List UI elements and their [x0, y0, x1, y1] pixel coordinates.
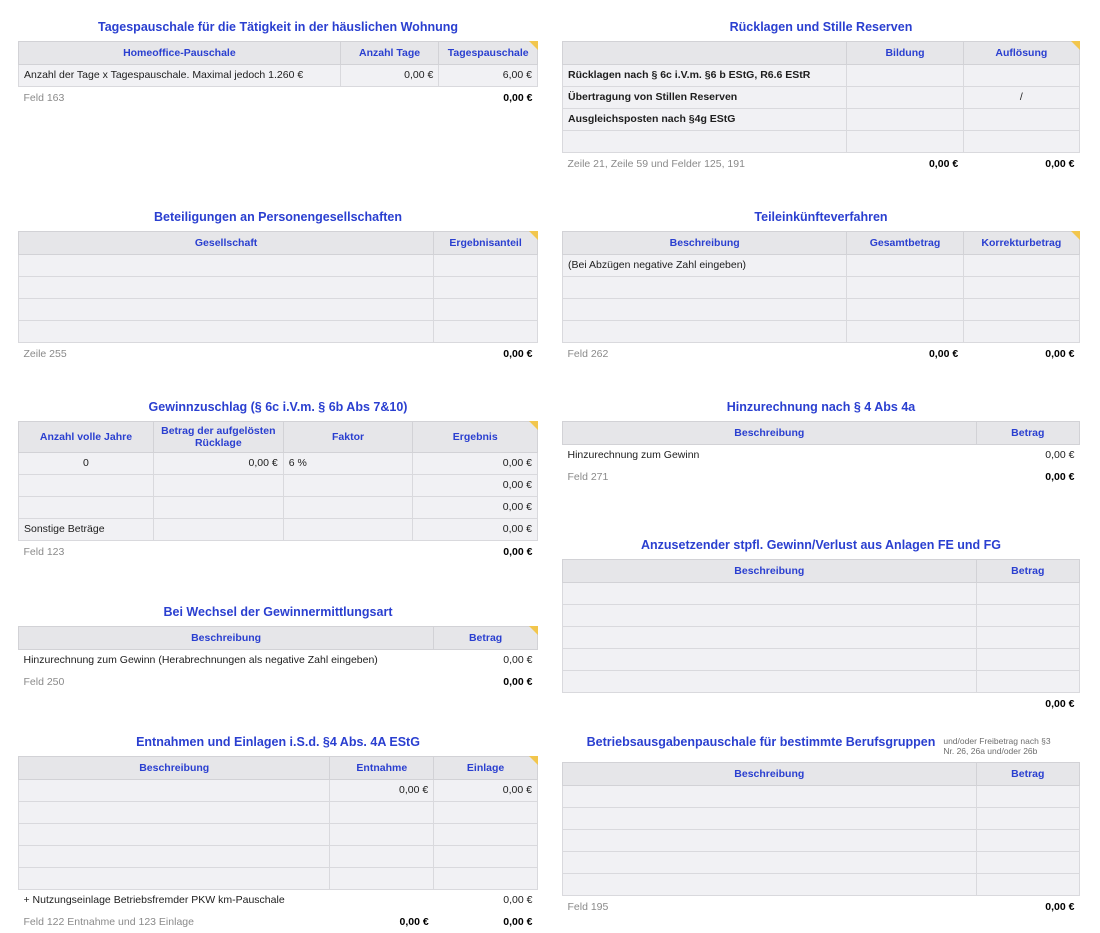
footer-value-aufloesung: 0,00 € — [963, 152, 1079, 175]
table-row[interactable] — [563, 829, 1080, 851]
table-wrap-beteiligungen — [18, 231, 538, 365]
cell-beschreibung[interactable] — [563, 785, 977, 807]
table-row[interactable] — [563, 298, 1080, 320]
cell-einlage[interactable] — [434, 845, 538, 867]
table-wechsel — [18, 626, 538, 693]
footer-note: Feld 123 — [19, 540, 154, 563]
panel-anzusetzender — [562, 538, 1080, 715]
footer-note — [563, 692, 977, 715]
panel-hinzurechnung-4abs4a — [562, 400, 1080, 488]
col-header-betrag: Betrag — [976, 559, 1079, 582]
table-row[interactable] — [19, 518, 538, 540]
table-header-row — [563, 762, 1080, 785]
table-row[interactable] — [19, 801, 538, 823]
table-header-row — [19, 626, 538, 649]
table-footer-row — [19, 540, 538, 563]
table-row[interactable] — [563, 320, 1080, 342]
cell-betrag[interactable]: 0,00 € — [434, 649, 538, 671]
cell-gesellschaft[interactable] — [19, 276, 434, 298]
panel-title-beteiligungen: Beteiligungen an Personengesellschaften — [154, 210, 402, 224]
cell-faktor[interactable] — [283, 474, 413, 496]
cell-beschreibung: Hinzurechnung zum Gewinn (Herabrechnungen als negative Zahl eingeben) — [19, 649, 434, 671]
table-header-row — [19, 421, 538, 452]
col-header-beschreibung: Beschreibung — [19, 626, 434, 649]
col-header-tagespauschale: Tagespauschale — [439, 41, 538, 64]
cell-betrag[interactable]: 0,00 € — [976, 444, 1079, 466]
table-row[interactable] — [19, 496, 538, 518]
cell-gesamtbetrag[interactable] — [847, 298, 963, 320]
table-header-row — [563, 231, 1080, 254]
table-header-row — [563, 41, 1080, 64]
cell-beschreibung[interactable] — [563, 320, 847, 342]
footer-value: 0,00 € — [976, 895, 1079, 918]
cell-korrekturbetrag[interactable] — [963, 298, 1079, 320]
table-row[interactable] — [19, 867, 538, 889]
footer-note: Feld 195 — [563, 895, 977, 918]
col-header-betrag: Betrag — [976, 421, 1079, 444]
cell-betrag[interactable] — [976, 807, 1079, 829]
table-hinzurechnung-4abs4a — [562, 421, 1080, 488]
cell-betrag[interactable] — [976, 648, 1079, 670]
col-header-beschreibung: Beschreibung — [563, 231, 847, 254]
table-row[interactable] — [563, 807, 1080, 829]
footer-note: Feld 122 Entnahme und 123 Einlage — [19, 911, 330, 933]
footer-spacer — [283, 540, 413, 563]
col-header-gesamtbetrag: Gesamtbetrag — [847, 231, 963, 254]
cell-beschreibung[interactable] — [563, 582, 977, 604]
cell-bildung[interactable] — [847, 108, 963, 130]
table-betriebsausgabenpauschale — [562, 762, 1080, 918]
cell-anzahl-jahre[interactable]: 0 — [19, 452, 154, 474]
cell-nutzungseinlage-label: + Nutzungseinlage Betriebsfremder PKW km-Pauschale — [19, 889, 330, 911]
cell-aufloesung[interactable] — [963, 108, 1079, 130]
footer-spacer — [340, 86, 439, 109]
footer-note: Zeile 21, Zeile 59 und Felder 125, 191 — [563, 152, 847, 175]
cell-einlage[interactable]: 0,00 € — [434, 779, 538, 801]
footer-value: 0,00 € — [976, 466, 1079, 488]
cell-label: Übertragung von Stillen Reserven — [563, 86, 847, 108]
footer-value-korrektur: 0,00 € — [963, 342, 1079, 365]
col-header-homeoffice: Homeoffice-Pauschale — [19, 41, 341, 64]
cell-beschreibung[interactable] — [563, 298, 847, 320]
cell-bildung[interactable] — [847, 130, 963, 152]
cell-einlage[interactable] — [434, 867, 538, 889]
cell-faktor[interactable] — [283, 496, 413, 518]
cell-ergebnisanteil[interactable] — [434, 320, 538, 342]
cell-beschreibung[interactable] — [563, 648, 977, 670]
cell-ergebnisanteil[interactable] — [434, 254, 538, 276]
table-footer-row — [563, 342, 1080, 365]
cell-entnahme[interactable] — [330, 823, 434, 845]
panel-title-note: und/oder Freibetrag nach §3 Nr. 26, 26a und/oder 26b — [943, 736, 1051, 757]
cell-betrag[interactable]: 0,00 € — [153, 452, 283, 474]
col-header-beschreibung: Beschreibung — [19, 756, 330, 779]
table-header-row — [563, 421, 1080, 444]
col-header-bildung: Bildung — [847, 41, 963, 64]
table-row[interactable] — [563, 670, 1080, 692]
cell-anzahl-jahre[interactable] — [19, 474, 154, 496]
col-header-beschreibung: Beschreibung — [563, 559, 977, 582]
table-row[interactable] — [563, 582, 1080, 604]
panel-gewinnzuschlag — [18, 400, 538, 563]
table-footer-row — [563, 692, 1080, 715]
panel-title-tagespauschale: Tagespauschale für die Tätigkeit in der häuslichen Wohnung — [97, 20, 458, 34]
panel-title-anzusetzender: Anzusetzender stpfl. Gewinn/Verlust aus Anlagen FE und FG — [641, 538, 1001, 552]
col-header-ergebnis: Ergebnis — [413, 421, 538, 452]
cell-beschreibung[interactable] — [19, 779, 330, 801]
cell-beschreibung[interactable]: (Bei Abzügen negative Zahl eingeben) — [563, 254, 847, 276]
panel-title-teileinkuenfte: Teileinkünfteverfahren — [754, 210, 888, 224]
cell-sonstige-betraege: Sonstige Beträge — [19, 518, 154, 540]
cell-bildung[interactable] — [847, 64, 963, 86]
footer-note: Feld 271 — [563, 466, 977, 488]
table-footer-row — [19, 911, 538, 933]
cell-betrag[interactable] — [976, 829, 1079, 851]
table-teileinkuenfte — [562, 231, 1080, 365]
table-row[interactable] — [563, 444, 1080, 466]
cell-anzahl-jahre[interactable] — [19, 496, 154, 518]
footer-note: Feld 250 — [19, 671, 434, 693]
cell-betrag[interactable] — [976, 873, 1079, 895]
cell-einlage[interactable] — [434, 823, 538, 845]
footer-value-bildung: 0,00 € — [847, 152, 963, 175]
table-wrap-tagespauschale — [18, 41, 538, 109]
footer-value: 0,00 € — [434, 671, 538, 693]
panel-title-hinzurechnung-4abs4a: Hinzurechnung nach § 4 Abs 4a — [726, 400, 916, 414]
col-header-einlage: Einlage — [434, 756, 538, 779]
footer-spacer — [153, 540, 283, 563]
col-header-aufloesung: Auflösung — [963, 41, 1079, 64]
cell-aufloesung[interactable]: / — [963, 86, 1079, 108]
table-footer-row — [563, 152, 1080, 175]
cell-label: Rücklagen nach § 6c i.V.m. §6 b EStG, R6.6 EStR — [563, 64, 847, 86]
footer-value: 0,00 € — [413, 540, 538, 563]
cell-betrag[interactable] — [153, 474, 283, 496]
col-header-anzahl-tage: Anzahl Tage — [340, 41, 439, 64]
cell-ergebnis: 0,00 € — [413, 452, 538, 474]
cell-beschreibung[interactable] — [19, 823, 330, 845]
table-footer-row — [19, 342, 538, 365]
table-entnahmen — [18, 756, 538, 933]
panel-tagespauschale — [18, 20, 538, 109]
table-header-row — [19, 41, 538, 64]
cell-beschreibung[interactable] — [19, 801, 330, 823]
table-row[interactable] — [563, 86, 1080, 108]
cell-betrag[interactable] — [976, 785, 1079, 807]
panel-title-wechsel: Bei Wechsel der Gewinnermittlungsart — [163, 605, 393, 619]
table-row[interactable] — [19, 298, 538, 320]
cell-tagespauschale[interactable]: 6,00 € — [439, 64, 538, 86]
col-header-blank — [563, 41, 847, 64]
cell-betrag[interactable] — [153, 518, 283, 540]
cell-description[interactable]: Anzahl der Tage x Tagespauschale. Maximal jedoch 1.260 € — [19, 64, 341, 86]
table-header-row — [19, 756, 538, 779]
panel-teileinkuenfte — [562, 210, 1080, 365]
cell-gesellschaft[interactable] — [19, 320, 434, 342]
table-row[interactable] — [563, 254, 1080, 276]
panel-ruecklagen — [562, 20, 1080, 175]
table-beteiligungen — [18, 231, 538, 365]
cell-ergebnisanteil[interactable] — [434, 298, 538, 320]
cell-beschreibung[interactable] — [563, 807, 977, 829]
footer-value: 0,00 € — [434, 342, 538, 365]
cell-beschreibung[interactable] — [563, 829, 977, 851]
table-anzusetzender — [562, 559, 1080, 715]
col-header-gesellschaft: Gesellschaft — [19, 231, 434, 254]
cell-beschreibung[interactable] — [563, 873, 977, 895]
cell-korrekturbetrag[interactable] — [963, 320, 1079, 342]
cell-ergebnis: 0,00 € — [413, 496, 538, 518]
table-footer-row — [563, 895, 1080, 918]
table-wrap-ruecklagen — [562, 41, 1080, 175]
table-row[interactable] — [19, 452, 538, 474]
panel-title-ruecklagen: Rücklagen und Stille Reserven — [729, 20, 913, 34]
panel-betriebsausgabenpauschale — [562, 735, 1080, 918]
cell-nutzungseinlage-value[interactable]: 0,00 € — [434, 889, 538, 911]
col-header-beschreibung: Beschreibung — [563, 762, 977, 785]
cell-gesamtbetrag[interactable] — [847, 320, 963, 342]
cell-beschreibung: Hinzurechnung zum Gewinn — [563, 444, 977, 466]
cell-betrag[interactable] — [976, 851, 1079, 873]
cell-gesellschaft[interactable] — [19, 254, 434, 276]
table-row[interactable] — [19, 474, 538, 496]
table-row[interactable] — [563, 626, 1080, 648]
cell-aufloesung[interactable] — [963, 130, 1079, 152]
table-row[interactable] — [563, 276, 1080, 298]
cell-korrekturbetrag[interactable] — [963, 254, 1079, 276]
cell-korrekturbetrag[interactable] — [963, 276, 1079, 298]
cell-betrag[interactable] — [153, 496, 283, 518]
table-row[interactable] — [19, 276, 538, 298]
cell-beschreibung[interactable] — [563, 626, 977, 648]
cell-faktor[interactable]: 6 % — [283, 452, 413, 474]
table-row[interactable] — [563, 648, 1080, 670]
table-wrap-wechsel — [18, 626, 538, 693]
panel-wechsel — [18, 605, 538, 693]
table-row[interactable] — [563, 130, 1080, 152]
table-header-row — [563, 559, 1080, 582]
table-tagespauschale — [18, 41, 538, 109]
cell-ergebnis: 0,00 € — [413, 518, 538, 540]
cell-beschreibung[interactable] — [19, 845, 330, 867]
cell-beschreibung[interactable] — [563, 851, 977, 873]
table-footer-row — [19, 671, 538, 693]
cell-betrag[interactable] — [976, 626, 1079, 648]
footer-note: Zeile 255 — [19, 342, 434, 365]
table-wrap-gewinnzuschlag — [18, 421, 538, 563]
panel-entnahmen — [18, 735, 538, 933]
table-row[interactable] — [563, 873, 1080, 895]
table-row[interactable] — [19, 845, 538, 867]
cell-gesellschaft[interactable] — [19, 298, 434, 320]
table-gewinnzuschlag — [18, 421, 538, 563]
table-row[interactable] — [19, 254, 538, 276]
cell-beschreibung[interactable] — [563, 604, 977, 626]
table-row[interactable] — [563, 64, 1080, 86]
table-footer-row — [19, 86, 538, 109]
col-header-faktor: Faktor — [283, 421, 413, 452]
panel-title-entnahmen: Entnahmen und Einlagen i.S.d. §4 Abs. 4A EStG — [136, 735, 420, 749]
table-row[interactable] — [563, 851, 1080, 873]
footer-note: Feld 262 — [563, 342, 847, 365]
footer-value: 0,00 € — [439, 86, 538, 109]
col-header-anzahl-jahre: Anzahl volle Jahre — [19, 421, 154, 452]
col-header-betrag: Betrag — [976, 762, 1079, 785]
footer-note: Feld 163 — [19, 86, 341, 109]
cell-betrag[interactable] — [976, 582, 1079, 604]
table-wrap-teileinkuenfte — [562, 231, 1080, 365]
table-row[interactable] — [19, 649, 538, 671]
panel-title-betriebsausgabenpauschale: Betriebsausgabenpauschale für bestimmte Berufsgruppen — [586, 735, 936, 749]
cell-gesamtbetrag[interactable] — [847, 276, 963, 298]
footer-value: 0,00 € — [976, 692, 1079, 715]
table-row[interactable] — [19, 64, 538, 86]
col-header-entnahme: Entnahme — [330, 756, 434, 779]
cell-ergebnisanteil[interactable] — [434, 276, 538, 298]
cell-spacer — [330, 889, 434, 911]
cell-entnahme[interactable] — [330, 845, 434, 867]
cell-beschreibung[interactable] — [563, 670, 977, 692]
table-wrap-entnahmen — [18, 756, 538, 933]
cell-aufloesung[interactable] — [963, 64, 1079, 86]
panel-header-betriebsausgabenpauschale — [562, 735, 1080, 757]
table-row[interactable] — [563, 604, 1080, 626]
table-ruecklagen — [562, 41, 1080, 175]
table-footer-row — [563, 466, 1080, 488]
cell-label: Ausgleichsposten nach §4g EStG — [563, 108, 847, 130]
footer-value-entnahme: 0,00 € — [330, 911, 434, 933]
footer-value-gesamt: 0,00 € — [847, 342, 963, 365]
cell-gesamtbetrag[interactable] — [847, 254, 963, 276]
cell-ergebnis: 0,00 € — [413, 474, 538, 496]
col-header-betrag-ruecklage: Betrag der aufgelösten Rücklage — [153, 421, 283, 452]
col-header-betrag: Betrag — [434, 626, 538, 649]
cell-label — [563, 130, 847, 152]
table-row[interactable] — [563, 785, 1080, 807]
panel-title-gewinnzuschlag: Gewinnzuschlag (§ 6c i.V.m. § 6b Abs 7&10) — [148, 400, 408, 414]
cell-betrag[interactable] — [976, 670, 1079, 692]
table-row[interactable] — [563, 108, 1080, 130]
table-row[interactable] — [19, 823, 538, 845]
table-row-nutzungseinlage[interactable] — [19, 889, 538, 911]
table-header-row — [19, 231, 538, 254]
col-header-beschreibung: Beschreibung — [563, 421, 977, 444]
cell-faktor[interactable] — [283, 518, 413, 540]
table-row[interactable] — [19, 320, 538, 342]
cell-entnahme[interactable] — [330, 801, 434, 823]
panel-beteiligungen — [18, 210, 538, 365]
cell-beschreibung[interactable] — [19, 867, 330, 889]
cell-bildung[interactable] — [847, 86, 963, 108]
cell-beschreibung[interactable] — [563, 276, 847, 298]
cell-einlage[interactable] — [434, 801, 538, 823]
footer-value-einlage: 0,00 € — [434, 911, 538, 933]
col-header-ergebnisanteil: Ergebnisanteil — [434, 231, 538, 254]
cell-entnahme[interactable]: 0,00 € — [330, 779, 434, 801]
cell-anzahl-tage[interactable]: 0,00 € — [340, 64, 439, 86]
cell-entnahme[interactable] — [330, 867, 434, 889]
col-header-korrekturbetrag: Korrekturbetrag — [963, 231, 1079, 254]
cell-betrag[interactable] — [976, 604, 1079, 626]
table-row[interactable] — [19, 779, 538, 801]
